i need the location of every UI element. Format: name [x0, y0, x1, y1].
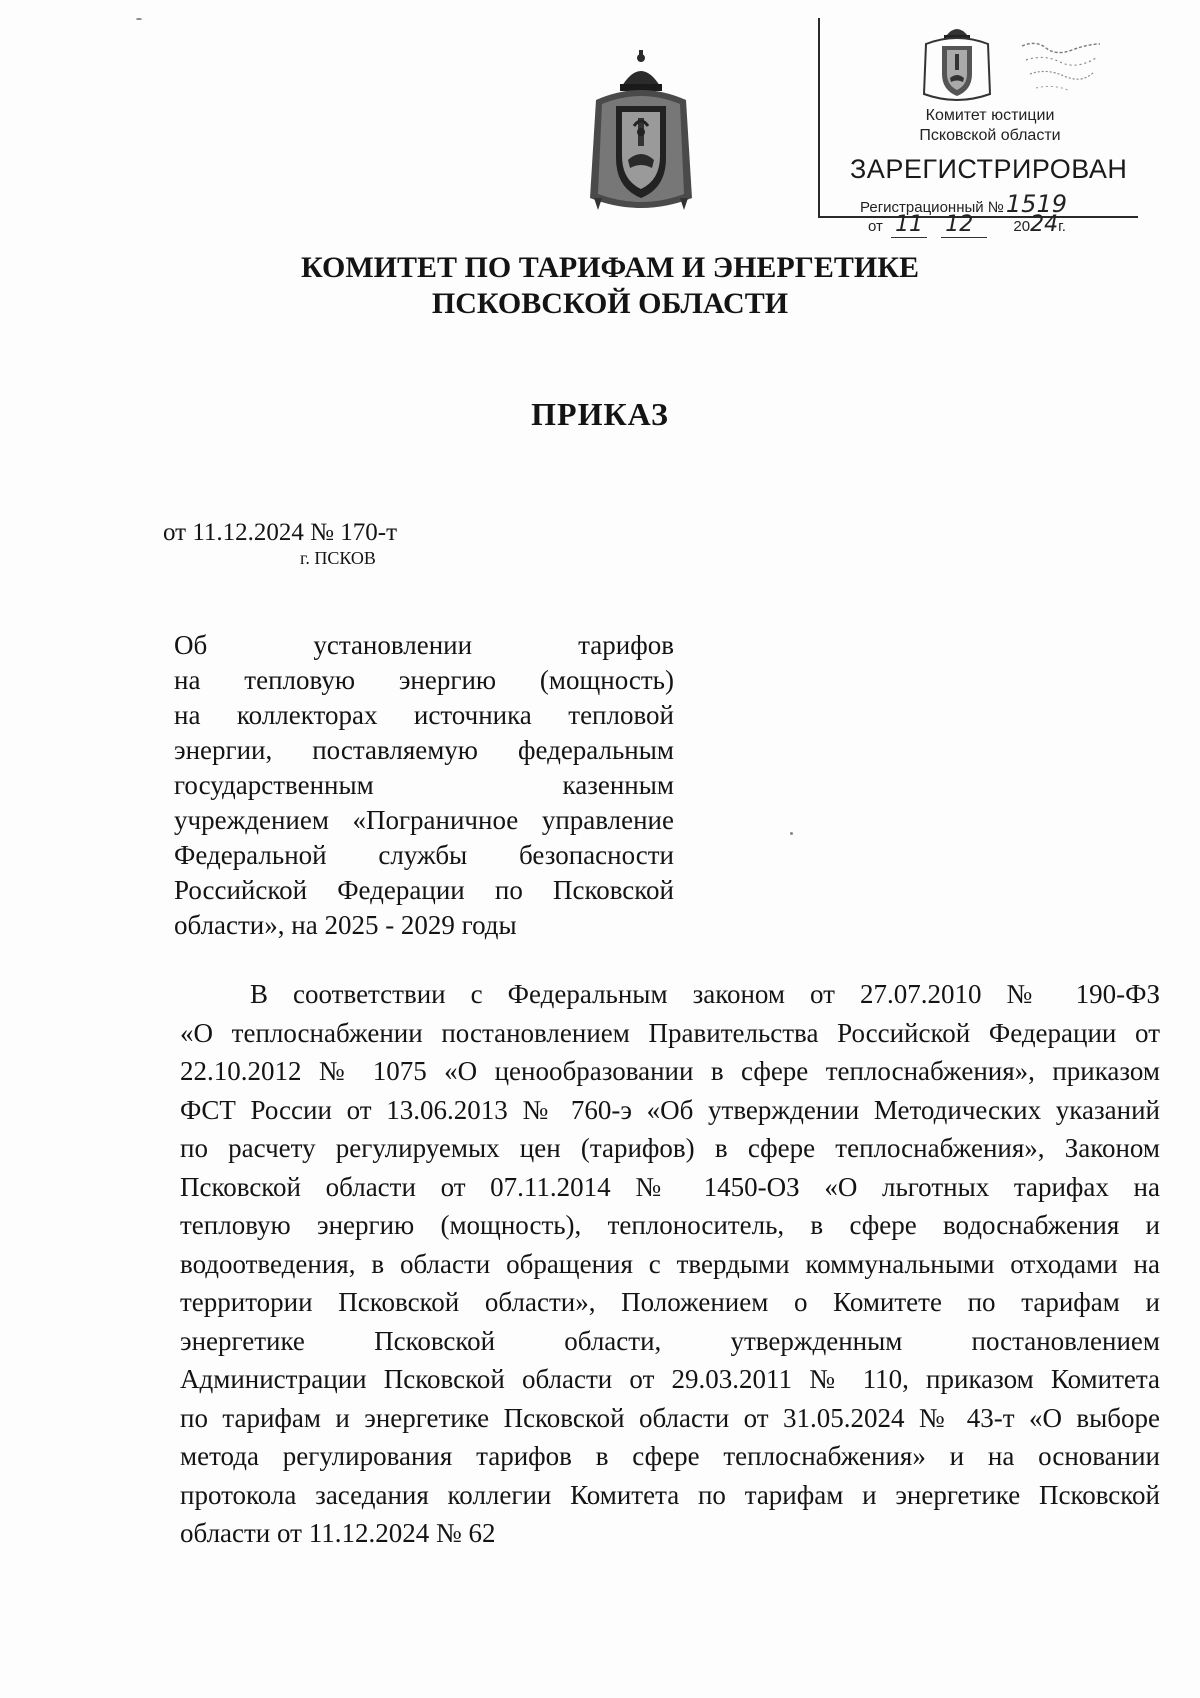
preamble-line: области от 11.12.2024 № 62 — [180, 1518, 496, 1548]
document-date-number: от 11.12.2024 № 170-т — [163, 519, 398, 546]
subject-line: области», на 2025 - 2029 годы — [174, 910, 517, 940]
stamp-date-year-prefix: 20 — [1013, 218, 1031, 235]
stamp-reg-number-value: 1519 — [1005, 190, 1067, 218]
preamble-line: по расчету регулируемых цен (тарифов) в сфере теплоснабжения», Законом — [180, 1133, 1160, 1163]
stamp-organization — [880, 106, 1100, 146]
preamble-line: 22.10.2012 № 1075 «О ценообразовании в сфере теплоснабжения», приказом — [180, 1056, 1160, 1086]
subject-line: учреждением «Пограничное управление — [174, 805, 674, 835]
stamp-date-suffix: г. — [1058, 218, 1066, 235]
subject-line: на коллекторах источника тепловой — [174, 700, 674, 730]
preamble-line: Администрации Псковской области от 29.03.2011 № 110, приказом Комитета — [180, 1364, 1160, 1394]
stamp-status: ЗАРЕГИСТРИРОВАН — [850, 154, 1128, 184]
stamp-org-line: Псковской области — [919, 127, 1061, 144]
preamble-line: «О теплоснабжении постановлением Правительства Российской Федерации от — [180, 1017, 1160, 1048]
stamp-reg-label: Регистрационный № — [860, 199, 1004, 216]
document-city: г. ПСКОВ — [300, 548, 376, 568]
stamp-coat-of-arms-icon — [920, 22, 994, 104]
document-subject — [174, 628, 674, 943]
organization-title — [280, 250, 940, 322]
scan-speck — [790, 832, 793, 835]
preamble-line: В соответствии с Федеральным законом от 27.07.2010 № 190-ФЗ — [250, 979, 1160, 1009]
coat-of-arms-icon — [582, 48, 700, 216]
org-title-line: ПСКОВСКОЙ ОБЛАСТИ — [431, 287, 789, 320]
subject-line: энергии, поставляемую федеральным — [174, 735, 674, 765]
preamble-line: протокола заседания коллегии Комитета по тарифам и энергетике Псковской — [180, 1479, 1160, 1510]
document-preamble — [180, 975, 1160, 1553]
preamble-line: территории Псковской области», Положением о Комитете по тарифам и — [180, 1287, 1160, 1317]
preamble-line: ФСТ России от 13.06.2013 № 760-э «Об утверждении Методических указаний — [180, 1094, 1160, 1125]
preamble-line: водоотведения, в области обращения с твердыми коммунальными отходами на — [180, 1248, 1160, 1279]
subject-line: Об установлении тарифов — [174, 630, 674, 660]
scan-speck — [136, 18, 142, 20]
stamp-date-day: 11 — [891, 212, 927, 238]
org-title-line: КОМИТЕТ ПО ТАРИФАМ И ЭНЕРГЕТИКЕ — [301, 251, 919, 284]
subject-line: государственным казенным — [174, 770, 674, 800]
document-type: ПРИКАЗ — [531, 396, 669, 432]
preamble-line: Псковской области от 07.11.2014 № 1450-ОЗ «О льготных тарифах на — [180, 1171, 1160, 1202]
stamp-date — [868, 212, 1066, 237]
preamble-line: метода регулирования тарифов в сфере теплоснабжения» и на основании — [180, 1441, 1160, 1471]
subject-line: Российской Федерации по Псковской — [174, 875, 674, 905]
registration-stamp — [818, 18, 1138, 237]
stamp-org-line: Комитет юстиции — [925, 107, 1055, 124]
stamp-date-prefix: от — [868, 218, 883, 235]
subject-line: на тепловую энергию (мощность) — [174, 665, 674, 695]
preamble-line: тепловую энергию (мощность), теплоноситель, в сфере водоснабжения и — [180, 1210, 1160, 1240]
stamp-date-month: 12 — [941, 212, 987, 238]
stamp-date-year: 24 — [1030, 212, 1059, 237]
stamp-scribble-icon — [1016, 36, 1106, 106]
preamble-line: по тарифам и энергетике Псковской области от 31.05.2024 № 43-т «О выборе — [180, 1402, 1160, 1433]
subject-line: Федеральной службы безопасности — [174, 840, 674, 870]
preamble-line: энергетике Псковской области, утвержденным постановлением — [180, 1325, 1160, 1356]
